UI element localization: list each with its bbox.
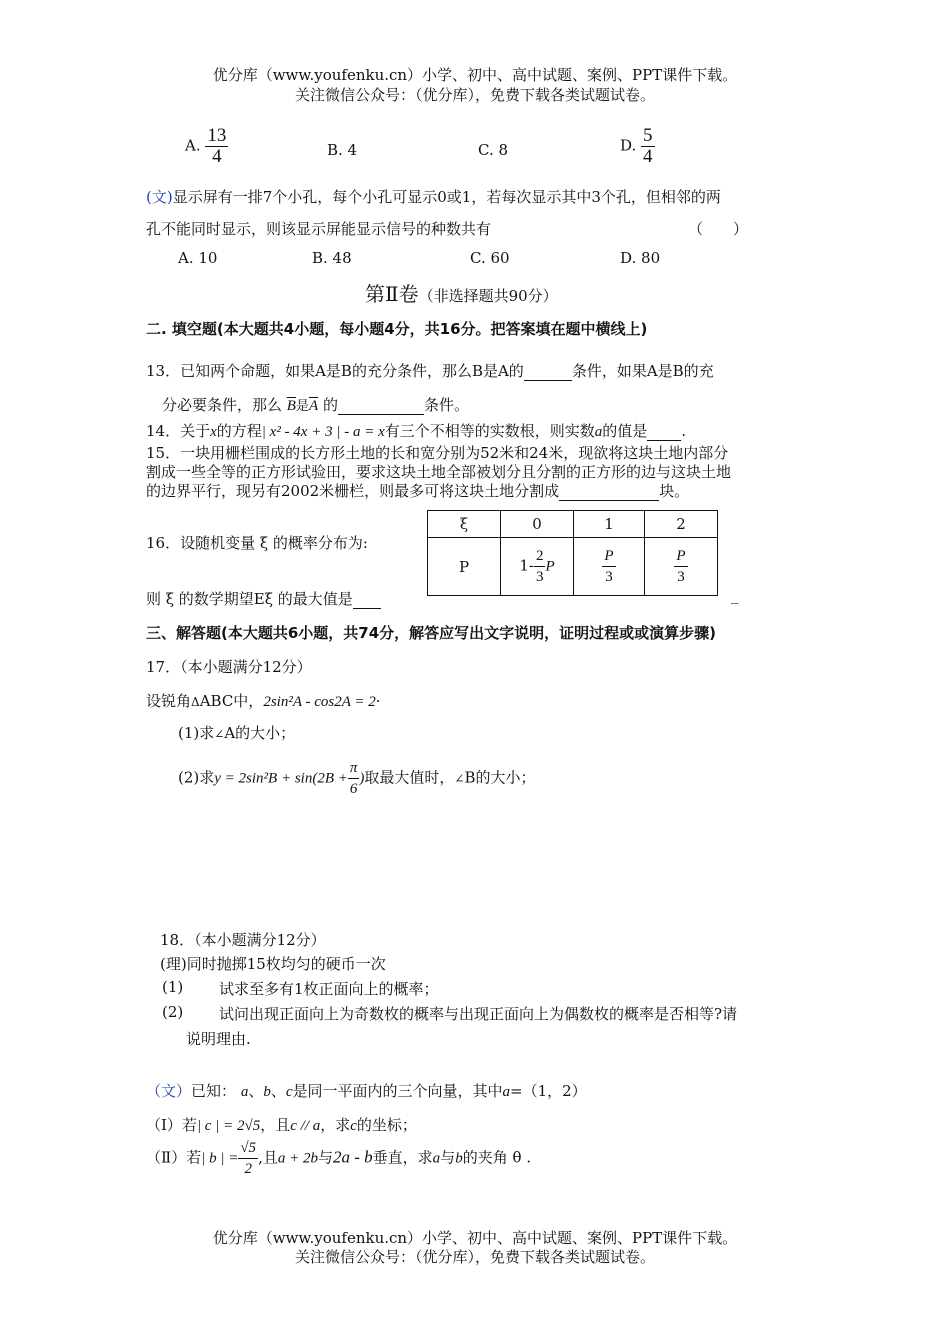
q18-item-2-text: 试问出现正面向上为奇数枚的概率与出现正面向上为偶数枚的概率是否相等?请 — [219, 1005, 738, 1023]
q18-title: 18．（本小题满分12分） — [160, 931, 326, 949]
q14-equation: | x² - 4x + 3 | - a = x — [261, 424, 385, 440]
q12-option-c: C. 8 — [478, 141, 509, 159]
header-line-2: 关注微信公众号：（优分库），免费下载各类试题试卷。 — [294, 86, 655, 104]
q12-wen-line-1: (文)显示屏有一排7个小孔，每个小孔可显示0或1，若每次显示其中3个孔，但相邻的两 — [146, 188, 721, 206]
q15-line-2: 割成一些全等的正方形试验田，要求这块土地全部被划分且分割的正方形的边与这块土地 — [146, 463, 732, 481]
footer-line-1: 优分库（www.youfenku.cn）小学、初中、高中试题、案例、PPT课件下载。 — [212, 1229, 738, 1247]
q12-wen-paren: （ ） — [688, 220, 749, 238]
q16-trailing-mark: _ — [731, 586, 739, 604]
q16-blank[interactable] — [353, 594, 381, 609]
q17-title: 17．（本小题满分12分） — [146, 658, 312, 676]
q18-wen-part-2: （Ⅱ）若| b | = $\frac{√5}{2}$ ,且a + 2b与2a - b垂直，求a与b的夹角 θ . — [146, 1140, 532, 1177]
q18-li: (理)同时抛掷15枚均匀的硬币一次 — [160, 955, 386, 973]
q14-blank[interactable] — [647, 426, 681, 441]
q12-wen-option-a: A. 10 — [178, 249, 218, 267]
q17-equation: 2sin²A - cos2A = 2 — [263, 694, 376, 710]
q18-item-2-number: (2) — [162, 1003, 184, 1021]
q18-item-1-text: 试求至多有1枚正面向上的概率； — [219, 980, 439, 998]
section2-heading: 二. 填空题(本大题共4小题，每小题4分，共16分。把答案填在题中横线上) — [146, 320, 648, 338]
q18-item-2-text-cont: 说明理由. — [186, 1030, 251, 1048]
q18-item-1-number: (1) — [162, 978, 184, 996]
q16-line-1: 16．设随机变量 ξ 的概率分布为: — [146, 534, 368, 552]
q13-blank-1[interactable] — [524, 366, 572, 381]
q12-wen-option-b: B. 48 — [312, 249, 352, 267]
q18-wen-line-1: （文）已知： a、b、c是同一平面内的三个向量，其中a=（1，2） — [146, 1082, 587, 1100]
q14-line: 14．关于x的方程| x² - 4x + 3 | - a = x有三个不相等的实数根，则实数a的值是 . — [146, 422, 687, 440]
table-cell: P — [428, 538, 501, 596]
table-cell: 2 — [645, 511, 718, 538]
wen-tag: （文） — [146, 1082, 192, 1100]
table-cell: $\frac{P}{3}$ — [645, 538, 718, 596]
part2-title: 第Ⅱ卷（非选择题共90分） — [365, 282, 558, 306]
wen-tag: (文) — [146, 188, 173, 206]
header-line-1: 优分库（www.youfenku.cn）小学、初中、高中试题、案例、PPT课件下载。 — [212, 66, 738, 84]
q16-distribution-table — [427, 510, 718, 596]
q12-wen-option-d: D. 80 — [620, 249, 661, 267]
q12-wen-line-2: 孔不能同时显示，则该显示屏能显示信号的种数共有 — [146, 220, 492, 238]
table-cell: 1 — [574, 511, 645, 538]
q13-blank-2[interactable] — [338, 400, 424, 415]
q17-line-1: 设锐角ΔABC中，2sin²A - cos2A = 2· — [146, 692, 381, 710]
table-cell: ξ — [428, 511, 501, 538]
section3-heading: 三、解答题(本大题共6小题，共74分，解答应写出文字说明，证明过程或或演算步骤) — [146, 624, 717, 642]
table-cell: 1- $\frac{2}{3}$ P — [501, 538, 574, 596]
q13-line-1: 13．已知两个命题，如果A是B的充分条件，那么B是A的 条件，如果A是B的充 — [146, 362, 714, 380]
q16-line-2: 则 ξ 的数学期望Eξ 的最大值是 — [146, 588, 381, 609]
table-cell: $\frac{P}{3}$ — [574, 538, 645, 596]
q17-part-1: (1)求∠A的大小； — [178, 724, 296, 742]
footer-line-2: 关注微信公众号：（优分库），免费下载各类试题试卷。 — [294, 1248, 655, 1266]
q12-option-a: A. $\frac{13}{4}$ — [185, 125, 227, 167]
q12-option-b: B. 4 — [327, 141, 358, 159]
q12-wen-option-c: C. 60 — [470, 249, 510, 267]
q15-blank[interactable] — [559, 486, 659, 501]
q18-wen-part-1: （Ⅰ）若| c | = 2√5，且c // a，求c的坐标； — [146, 1116, 417, 1134]
q13-line-2: 分必要条件，那么 $\overline{B}$是$\overline{A}$ 的 条件。 — [162, 396, 469, 414]
q15-line-1: 15．一块用栅栏围成的长方形土地的长和宽分别为52米和24米，现欲将这块土地内部分 — [146, 444, 729, 462]
q12-option-d: D. $\frac{5}{4}$ — [620, 125, 653, 167]
q17-part-2: (2)求y = 2sin²B + sin(2B + $\frac{\pi}{6}$ )取最大值时，∠B的大小； — [178, 760, 536, 797]
table-cell: 0 — [501, 511, 574, 538]
q15-line-3: 的边界平行，现另有2002米栅栏，则最多可将这块土地分割成 块。 — [146, 482, 690, 500]
